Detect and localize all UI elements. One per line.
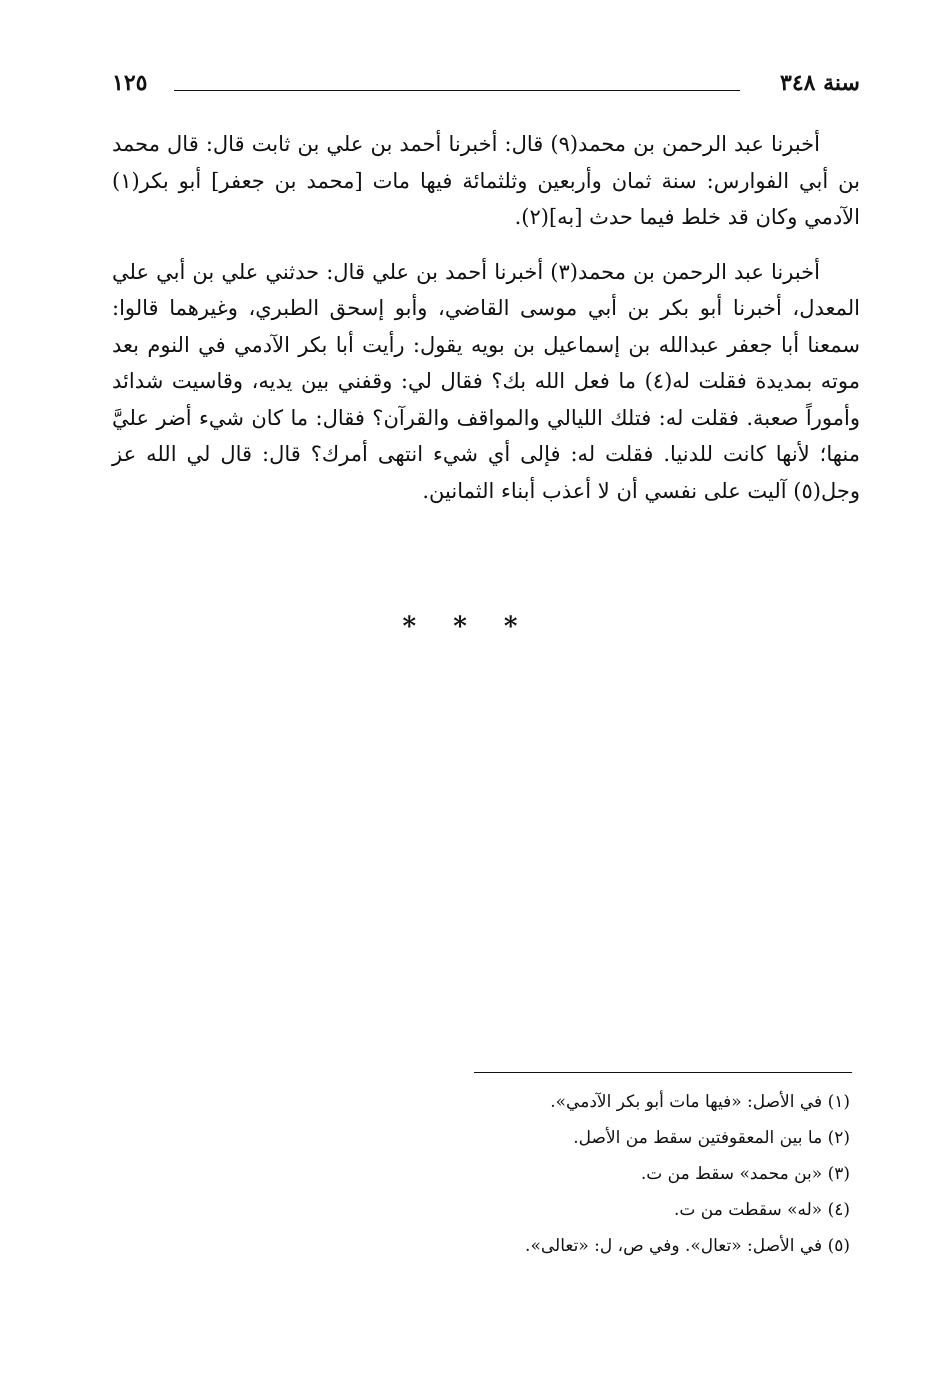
page-number: ١٢٥ (112, 70, 148, 96)
footnote-3: (٣) «بن محمد» سقط من ت. (640, 1164, 850, 1184)
footnote-1: (١) في الأصل: «فيها مات أبو بكر الآدمي». (550, 1092, 850, 1112)
paragraph-2: أخبرنا عبد الرحمن بن محمد(٣) أخبرنا أحمد بن علي قال: حدثني علي بن أبي علي المعدل، أخبرنا أبو بكر بن أبي موسى القاضي، وأبو إسحق الطبري، وغيرهما قالوا: سمعنا أبا جعفر عبدالله بن إسماعيل بن بويه يقول: رأيت أبا بكر الآدمي في النوم بعد موته بمديدة فقلت له(٤) ما فعل الله بك؟ فقال لي: وقفني بين يديه، وقاسيت شدائد وأموراً صعبة. فقلت له: فتلك الليالي والمواقف والقرآن؟ فقال: ما كان شيء أضر عليَّ منها؛ لأنها كانت للدنيا. فقلت له: فإلى أي شيء انتهى أمرك؟ قال: قال لي الله عز وجل(٥) آليت على نفسي أن لا أعذب أبناء الثمانين. (112, 259, 860, 503)
footnote-rule (474, 1072, 852, 1073)
footnotes (112, 1084, 850, 1264)
main-text (112, 126, 860, 527)
footnote-4: (٤) «له» سقطت من ت. (673, 1200, 850, 1220)
page-header (112, 66, 860, 106)
footnote-5: (٥) في الأصل: «تعال». وفي ص، ل: «تعالى». (525, 1236, 850, 1256)
section-ornament: * * * (402, 612, 532, 642)
paragraph-1: أخبرنا عبد الرحمن بن محمد(٩) قال: أخبرنا أحمد بن علي بن ثابت قال: قال محمد بن أبي الفوارس: سنة ثمان وأربعين وثلثمائة فيها مات [محمد بن جعفر] أبو بكر(١) الآدمي وكان قد خلط فيما حدث [به](٢). (112, 132, 860, 229)
running-head-year: سنة ٣٤٨ (780, 70, 860, 96)
footnote-2: (٢) ما بين المعقوفتين سقط من الأصل. (573, 1128, 850, 1148)
header-rule (174, 90, 740, 91)
